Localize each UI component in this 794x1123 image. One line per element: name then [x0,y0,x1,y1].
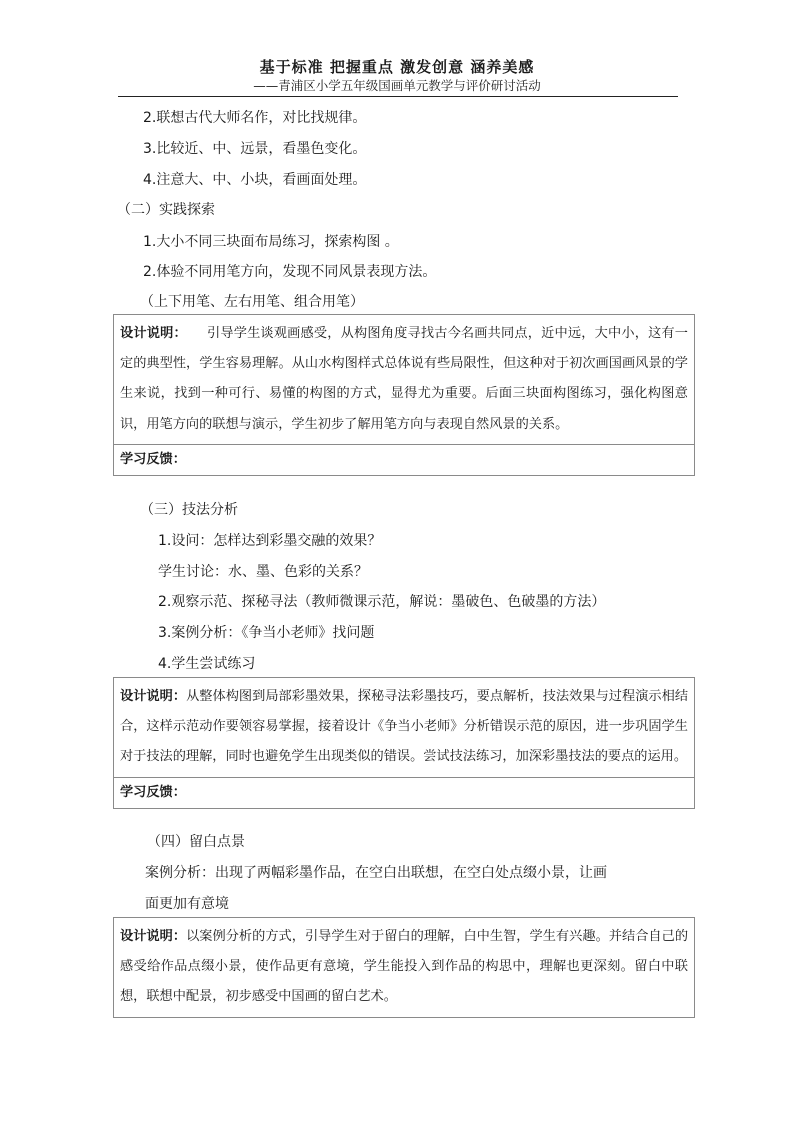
design-note-text: 以案例分析的方式，引导学生对于留白的理解，白中生智，学生有兴趣。并结合自己的感受给作品点缀小景，使作品更有意境，学生能投入到作品的构思中，理解也更深刻。留白中联想，联想中配景，初步感受中国画的留白艺术。 [120,929,689,1005]
design-note-box [113,917,695,1018]
step-line: 1.大小不同三块面布局练习，探索构图 。 [143,234,399,250]
design-note-body [114,678,694,778]
page-title: 基于标准 把握重点 激发创意 涵养美感 [259,58,535,76]
design-note-body [114,315,694,445]
step-line: 面更加有意境 [145,896,229,912]
feedback-row: 学习反馈： [120,784,186,800]
step-line: 1.设问：怎样达到彩墨交融的效果？ [158,533,382,549]
header-divider [118,96,678,97]
design-note-label: 设计说明： [120,326,181,341]
step-line: 2.联想古代大师名作，对比找规律。 [143,110,367,126]
design-note-label: 设计说明： [120,689,187,704]
feedback-row: 学习反馈： [120,451,186,467]
step-line: 案例分析：出现了两幅彩墨作品，在空白出联想，在空白处点缀小景，让画 [145,865,607,881]
design-note-body [114,918,694,1017]
design-note-text: 引导学生谈观画感受，从构图角度寻找古今名画共同点，近中远，大中小，这有一定的典型性，学生容易理解。从山水构图样式总体说有些局限性，但这种对于初次画国画风景的学生来说，找到一种可行、易懂的构图的方式，显得尤为重要。后面三块面构图练习，强化构图意识，用笔方向的联想与演示，学生初步了解用笔方向与表现自然风景的关系。 [120,326,688,432]
section-heading-practice: （二）实践探索 [117,202,215,218]
step-line: （上下用笔、左右用笔、组合用笔） [140,294,364,310]
step-line: 4.注意大、中、小块，看画面处理。 [143,172,367,188]
page-header [0,58,794,94]
page-subtitle: ——青浦区小学五年级国画单元教学与评价研讨活动 [253,78,541,93]
design-note-box [113,677,695,809]
step-line: 2.观察示范、探秘寻法（教师微课示范，解说：墨破色、色破墨的方法） [158,594,606,610]
section-heading-blank-space: （四）留白点景 [147,834,245,850]
step-line: 学生讨论：水、墨、色彩的关系？ [158,564,368,580]
design-note-label: 设计说明： [120,929,187,944]
step-line: 3.案例分析：《争当小老师》找问题 [158,625,375,641]
step-line: 3.比较近、中、远景，看墨色变化。 [143,141,367,157]
design-note-box [113,314,695,476]
step-line: 4.学生尝试练习 [158,656,256,672]
design-note-text: 从整体构图到局部彩墨效果，探秘寻法彩墨技巧，要点解析，技法效果与过程演示相结合，这样示范动作要领容易掌握，接着设计《争当小老师》分析错误示范的原因，进一步巩固学生对于技法的理解，同时也避免学生出现类似的错误。尝试技法练习，加深彩墨技法的要点的运用。 [120,689,689,765]
section-heading-technique: （三）技法分析 [140,502,238,518]
step-line: 2.体验不同用笔方向，发现不同风景表现方法。 [143,264,437,280]
